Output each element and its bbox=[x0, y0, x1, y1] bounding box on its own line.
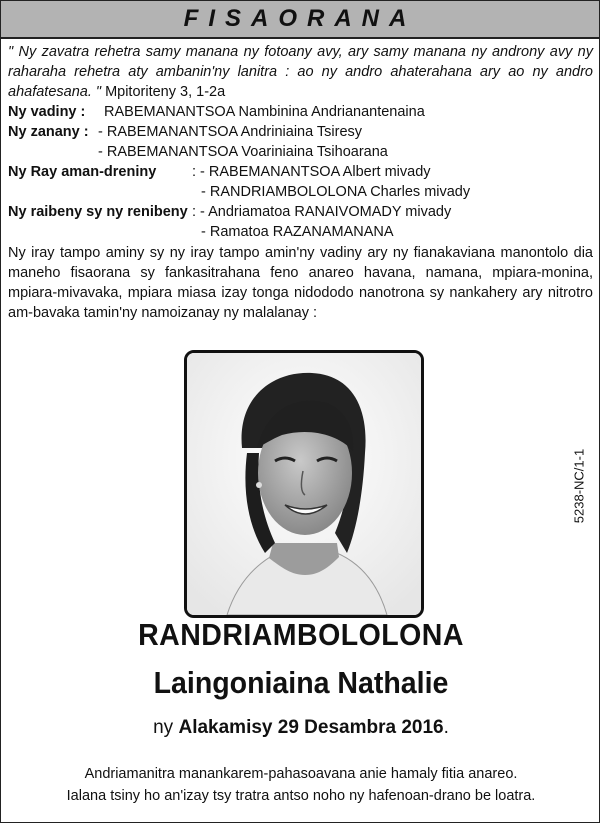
notice-title: FISAORANA bbox=[1, 1, 599, 39]
closing-message bbox=[1, 763, 600, 807]
children-label: Ny zanany : bbox=[8, 124, 89, 140]
parents-label: Ny Ray aman-dreniny bbox=[8, 164, 157, 180]
spouse-name: RABEMANANTSOA Nambinina Andrianantenaina bbox=[104, 104, 425, 120]
closing-line: Andriamanitra manankarem-pahasoavana anie hamaly fitia anareo. bbox=[84, 766, 518, 782]
family-row-grandparents bbox=[8, 202, 593, 222]
family-row-children bbox=[8, 122, 593, 142]
ad-reference-code: 5238-NC/1-1 bbox=[571, 448, 587, 524]
deceased-given-names: Laingoniaina Nathalie bbox=[153, 665, 449, 700]
family-row-grandparents-2 bbox=[8, 222, 593, 242]
grandparents-label: Ny raibeny sy ny renibeny bbox=[8, 204, 188, 220]
family-row-children-2 bbox=[8, 142, 593, 162]
quote-text: " Ny zavatra rehetra samy manana ny fotoany avy, ary samy manana ny androny avy ny raharaha rehetra aty ambanin'ny lanitra : ao ny andro ahaterahana ary ao ny andro ahafatesana. " bbox=[8, 44, 593, 100]
date-prefix: ny bbox=[153, 717, 174, 738]
grandparent-name: - Ramatoa RAZANAMANANA bbox=[201, 224, 394, 240]
child-name: - RABEMANANTSOA Andriniaina Tsiresy bbox=[98, 124, 363, 140]
child-name: - RABEMANANTSOA Voariniaina Tsihoarana bbox=[98, 144, 388, 160]
thanks-paragraph: Ny iray tampo aminy sy ny iray tampo amin'ny vadiny ary ny fianakaviana manontolo dia maneho fisaorana sy fankasitrahana feno anareo havana, namana, mpiara-monina, mpiara-mivavaka, mpiara miasa izay tonga nidododo nanotrona sy nankahery ary nitrotro am-bavaka tamin'ny namoizanay ny malalanay : bbox=[8, 245, 593, 321]
deceased-surname: RANDRIAMBOLOLONA bbox=[138, 617, 464, 652]
family-row-parents-2 bbox=[8, 182, 593, 202]
portrait-photo bbox=[184, 350, 424, 618]
parent-name: - RANDRIAMBOLOLONA Charles mivady bbox=[201, 184, 471, 200]
grandparent-name: : - Andriamatoa RANAIVOMADY mivady bbox=[192, 204, 452, 220]
notice-body bbox=[8, 42, 593, 323]
death-date: Alakamisy 29 Desambra 2016 bbox=[178, 717, 444, 738]
bible-quote bbox=[8, 42, 593, 102]
quote-reference: Mpitoriteny 3, 1-2a bbox=[105, 84, 226, 100]
closing-line: Ialana tsiny ho an'izay tsy tratra antso noho ny hafenoan-drano be loatra. bbox=[66, 788, 536, 804]
portrait-image bbox=[187, 353, 421, 615]
death-date-line bbox=[1, 717, 600, 739]
date-suffix: . bbox=[443, 717, 449, 738]
parent-name: : - RABEMANANTSOA Albert mivady bbox=[192, 164, 431, 180]
family-row-spouse bbox=[8, 102, 593, 122]
spouse-label: Ny vadiny : bbox=[8, 104, 86, 120]
family-row-parents bbox=[8, 162, 593, 182]
